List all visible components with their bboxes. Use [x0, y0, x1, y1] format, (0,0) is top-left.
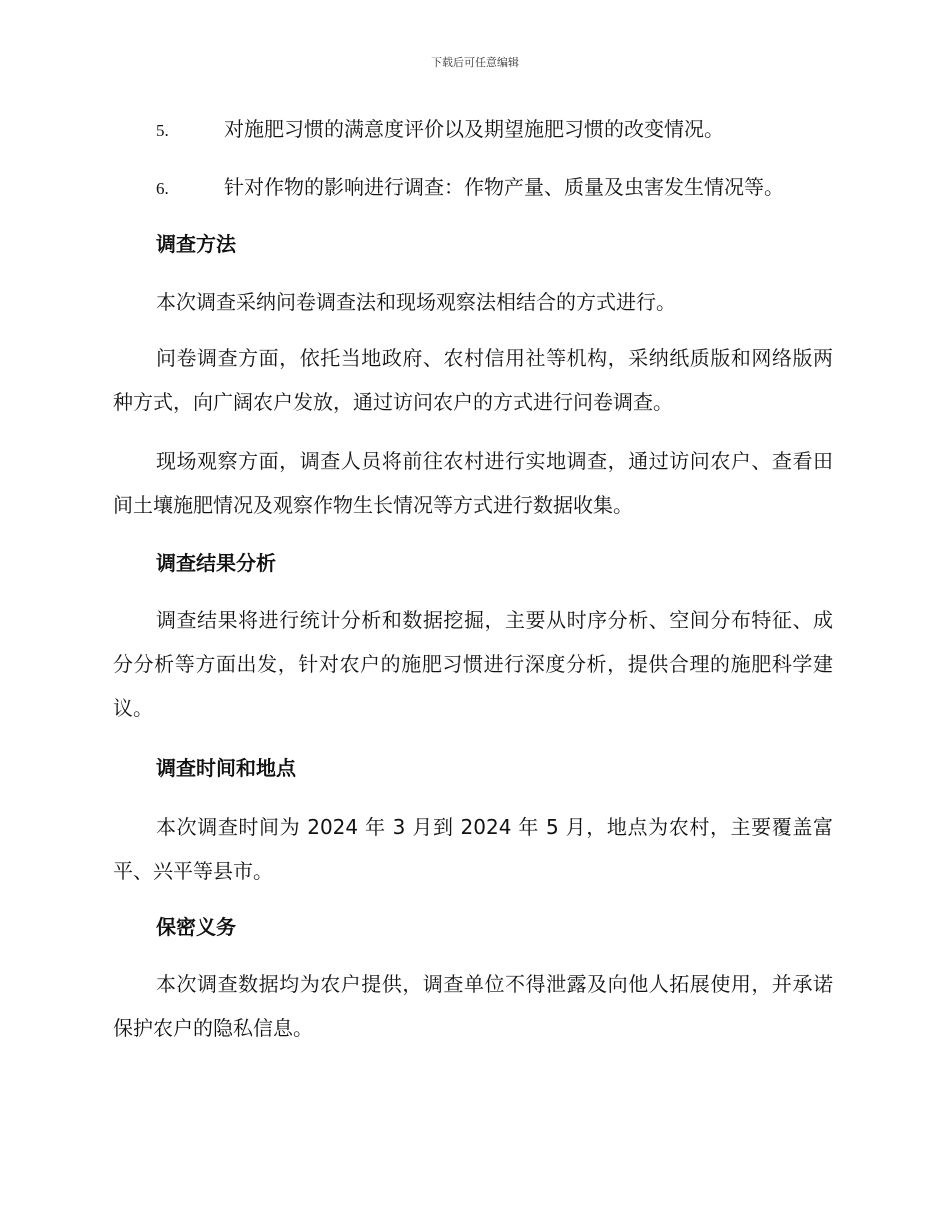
paragraph: 调查结果将进行统计分析和数据挖掘，主要从时序分析、空间分布特征、成分分析等方面出发，针对农户的施肥习惯进行深度分析，提供合理的施肥科学建议。 — [113, 608, 833, 720]
list-item-text: 对施肥习惯的满意度评价以及期望施肥习惯的改变情况。 — [224, 117, 724, 141]
list-item-number: 5. — [156, 121, 169, 140]
list-item — [156, 115, 724, 145]
list-item-text: 针对作物的影响进行调查：作物产量、质量及虫害发生情况等。 — [224, 175, 784, 199]
list-item — [156, 173, 784, 203]
paragraph: 现场观察方面，调查人员将前往农村进行实地调查，通过访问农户、查看田间土壤施肥情况及观察作物生长情况等方式进行数据收集。 — [113, 449, 833, 517]
section-heading-time-place: 调查时间和地点 — [156, 756, 296, 780]
section-heading-method: 调查方法 — [156, 232, 236, 256]
paragraph: 本次调查数据均为农户提供，调查单位不得泄露及向他人拓展使用，并承诺保护农户的隐私信息。 — [113, 972, 833, 1040]
paragraph: 本次调查时间为 2024 年 3 月到 2024 年 5 月，地点为农村，主要覆盖富平、兴平等县市。 — [113, 815, 833, 883]
paragraph: 本次调查采纳问卷调查法和现场观察法相结合的方式进行。 — [156, 290, 676, 314]
page-header-note: 下载后可任意编辑 — [431, 56, 519, 69]
paragraph: 问卷调查方面，依托当地政府、农村信用社等机构，采纳纸质版和网络版两种方式，向广阔农户发放，通过访问农户的方式进行问卷调查。 — [113, 346, 833, 414]
section-heading-analysis: 调查结果分析 — [156, 551, 276, 575]
section-heading-confidentiality: 保密义务 — [156, 915, 236, 939]
list-item-number: 6. — [156, 179, 169, 198]
